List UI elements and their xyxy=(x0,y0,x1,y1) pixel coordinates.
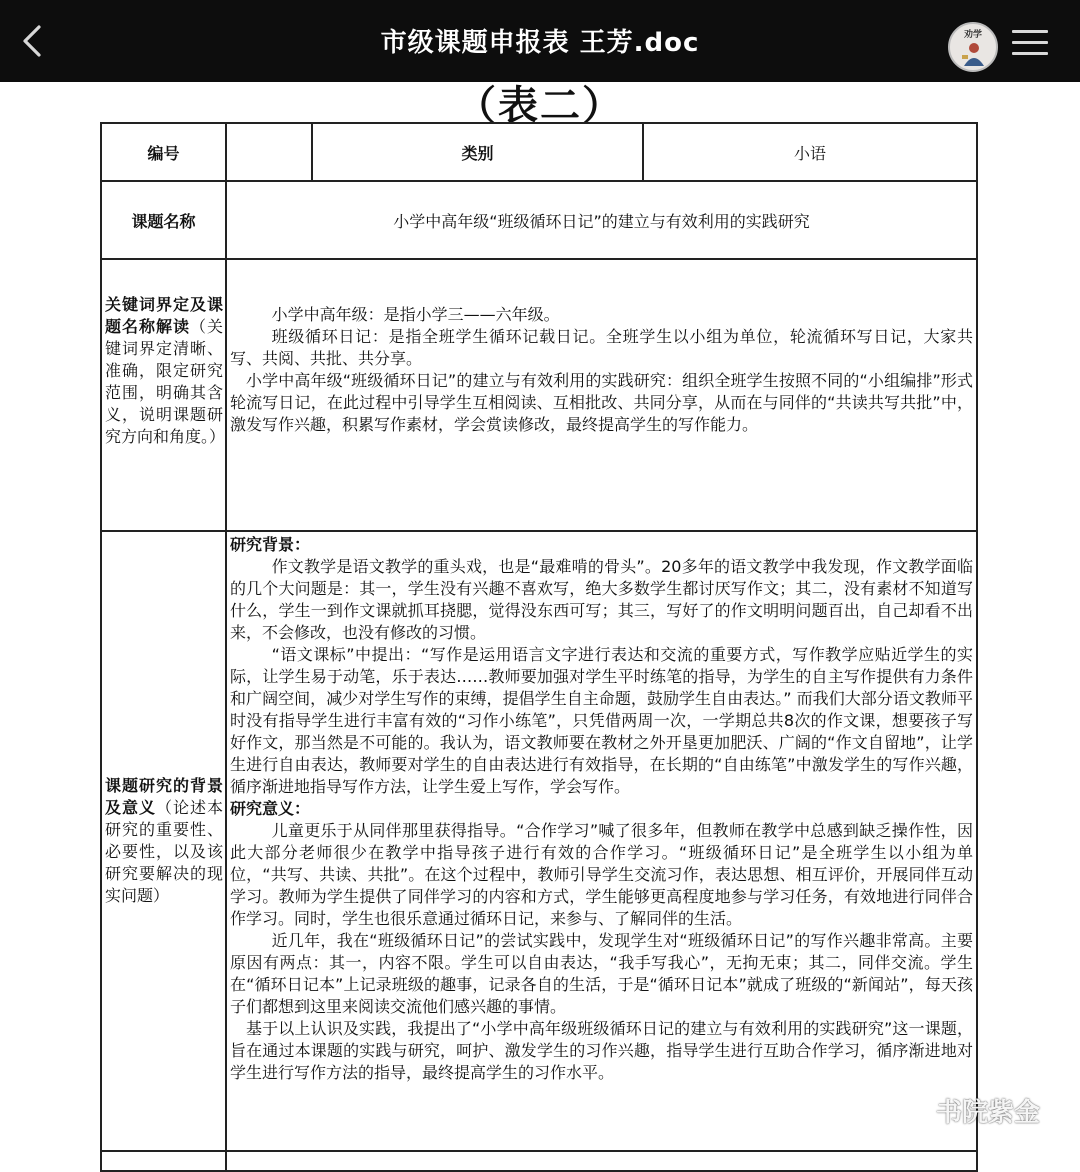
background-content xyxy=(226,531,977,1151)
table-row xyxy=(101,259,977,531)
watermark-text: 书院紫金 xyxy=(936,1097,1041,1128)
topic-name-value: 小学中高年级“班级循环日记”的建立与有效利用的实践研究 xyxy=(226,181,977,259)
paragraph: 儿童更乐于从同伴那里获得指导。“合作学习”喊了很多年，但教师在教学中总感到缺乏操作性，因此大部分老师很少在教学中指导孩子进行有效的合作学习。“班级循环日记”是全班学生以小组为单位，“共写、共读、共批”。在这个过程中，教师引导学生交流习作，表达思想、相互评价，开展同伴互动学习。教师为学生提供了同伴学习的内容和方式，学生能够更高程度地参与学习任务，有效地进行同伴合作学习。同时，学生也很乐意通过循环日记，来参与、了解同伴的生活。 xyxy=(230,821,973,928)
background-heading: 研究背景： xyxy=(230,535,311,554)
chevron-left-icon xyxy=(14,21,54,61)
avatar-label: 劝学 xyxy=(963,30,982,40)
watermark xyxy=(890,1090,1040,1130)
avatar[interactable] xyxy=(948,22,998,72)
background-note: （论述本研究的重要性、必要性，以及该研究要解决的现实问题） xyxy=(105,798,223,905)
menu-icon xyxy=(1012,30,1048,33)
category-label: 类别 xyxy=(312,123,643,181)
avatar-figure-icon xyxy=(959,40,989,66)
category-value: 小语 xyxy=(643,123,977,181)
table-row xyxy=(101,531,977,1151)
document-title: 市级课题申报表 王芳.doc xyxy=(380,28,700,58)
keywords-label-cell xyxy=(101,259,226,531)
keywords-note: （关键词界定清晰、准确，限定研究范围，明确其含义，说明课题研究方向和角度。） xyxy=(105,317,226,446)
paragraph: 小学中高年级：是指小学三——六年级。 xyxy=(271,305,560,324)
table-heading: （表二） xyxy=(456,83,624,129)
paragraph: 班级循环日记：是指全班学生循环记载日记。全班学生以小组为单位，轮流循环写日记，大家共写、共阅、共批、共分享。 xyxy=(230,327,973,368)
background-label: 课题研究的背景及意义 xyxy=(105,776,223,817)
paragraph: 小学中高年级“班级循环日记”的建立与有效利用的实践研究：组织全班学生按照不同的“小组编排”形式轮流写日记，在此过程中引导学生互相阅读、互相批改、共同分享，从而在与同伴的“共读共写共批”中，激发写作兴趣，积累写作素材，学会赏读修改，最终提高学生的写作能力。 xyxy=(230,371,973,434)
paragraph: “语文课标”中提出：“写作是运用语言文字进行表达和交流的重要方式，写作教学应贴近学生的实际，让学生易于动笔，乐于表达……教师要加强对学生平时练笔的指导，为学生的自主写作提供有力条件和广阔空间，减少对学生写作的束缚，提倡学生自主命题，鼓励学生自由表达。” 而我们大部分语文教师平时没有指导学生进行丰富有效的“习作小练笔”，只凭借两周一次，一学期总共8次的作文课，想要孩子写好作文，那当然是不可能的。我认为，语文教师要在教材之外开垦更加肥沃、广阔的“作文自留地”，让学生进行自由表达，教师要对学生的自由表达进行有效指导，在长期的“自由练笔”中激发学生的写作兴趣，循序渐进地指导写作方法，让学生爱上写作，学会写作。 xyxy=(230,645,973,796)
topic-name-label: 课题名称 xyxy=(101,181,226,259)
menu-button[interactable] xyxy=(1012,30,1048,60)
paragraph: 基于以上认识及实践，我提出了“小学中高年级班级循环日记的建立与有效利用的实践研究”这一课题，旨在通过本课题的实践与研究，呵护、激发学生的习作兴趣，指导学生进行互助合作学习，循序渐进地对学生进行写作方法的指导，最终提高学生的习作水平。 xyxy=(230,1019,973,1082)
table-row xyxy=(101,1151,977,1171)
table-row xyxy=(101,181,977,259)
paragraph: 作文教学是语文教学的重头戏，也是“最难啃的骨头”。20多年的语文教学中我发现，作文教学面临的几个大问题是：其一，学生没有兴趣不喜欢写，绝大多数学生都讨厌写作文；其二，没有素材不知道写什么，学生一到作文课就抓耳挠腮，觉得没东西可写；其三，写好了的作文明明问题百出，自己却看不出来，不会修改，也没有修改的习惯。 xyxy=(230,557,973,642)
number-label: 编号 xyxy=(101,123,226,181)
wechat-icon xyxy=(890,1095,928,1125)
back-button[interactable] xyxy=(14,21,54,61)
top-nav-bar xyxy=(0,0,1080,82)
application-form-table xyxy=(100,122,978,1172)
table-row xyxy=(101,123,977,181)
significance-heading: 研究意义： xyxy=(230,799,311,818)
background-label-cell xyxy=(101,531,226,1151)
number-value xyxy=(226,123,312,181)
paragraph: 近几年，我在“班级循环日记”的尝试实践中，发现学生对“班级循环日记”的写作兴趣非常高。主要原因有两点：其一，内容不限。学生可以自由表达，“我手写我心”，无拘无束；其二，同伴交流。学生在“循环日记本”上记录班级的趣事，记录各自的生活，于是“循环日记本”就成了班级的“新闻站”，每天孩子们都想到这里来阅读交流他们感兴趣的事情。 xyxy=(230,931,973,1016)
keywords-label: 关键词界定及课题名称解读 xyxy=(105,295,223,336)
keywords-content xyxy=(226,259,977,531)
